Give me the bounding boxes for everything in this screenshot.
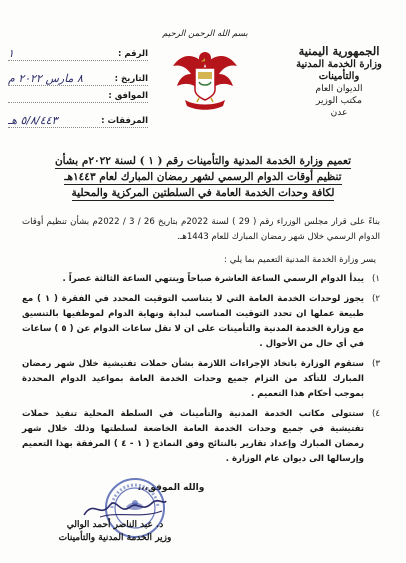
signature-block xyxy=(10,475,240,555)
reference-number-value: ١ xyxy=(8,47,14,60)
letterhead-authority xyxy=(284,44,394,119)
signer-title: وزير الخدمة المدنية والتأمينات xyxy=(58,533,172,543)
signer-name: د. عبد الناصر أحمد الوالي xyxy=(66,520,164,530)
lead-sentence: يسر وزارة الخدمة المدنية التعميم بما يلي : xyxy=(224,255,376,265)
reference-attachments-value: ٥/٨/٤٤٣ هـ xyxy=(8,114,58,127)
ministry-name: وزارة الخدمة المدنية والتأمينات xyxy=(296,59,382,82)
list-item-number: ٣) xyxy=(372,359,380,369)
intro-paragraph: بناءً على قرار مجلس الوزراء رقم ( 29 ) لسنة 2022م بتاريخ 26 / 3 / 2022م بشأن تنظيم أوقات الدوام الرسمي خلال شهر رمضان المبارك للعام 1443هـ. xyxy=(22,217,381,242)
list-item-number: ٤) xyxy=(372,409,380,419)
list-item-text: يبدأ الدوام الرسمي الساعة العاشرة صباحاً وينتهي الساعة الثالثة عصراً . xyxy=(62,274,364,284)
title-line xyxy=(30,185,376,201)
reference-corresponding-row xyxy=(8,88,148,103)
list-item xyxy=(22,292,380,352)
list-item-text: ستتولى مكاتب الخدمة المدنية والتأمينات في السلطة المحلية تنفيذ حملات تفتيشية في جميع وحدات الخدمة العامة الخاضعة لسلطتها وذلك خلال شهر رمضان المبارك وإعداد تقارير بالنتائج وفق النماذج ( ١ - ٤ ) المرفقة بهذا التعميم وإرسالها الى ديوان عام الوزارة . xyxy=(22,409,364,464)
title-line xyxy=(30,169,376,185)
city-name: عدن xyxy=(330,108,348,118)
reference-attachments-row xyxy=(8,105,148,128)
title-line xyxy=(30,153,376,169)
list-item xyxy=(22,357,380,402)
list-item-text: ستقوم الوزارة باتخاذ الإجراءات اللازمة بشأن حملات تفتيشية خلال شهر رمضان المبارك للتأكد من التزام جميع وحدات الخدمة العامة بمواعيد الدوام المحددة بموجب أحكام هذا التعميم . xyxy=(22,359,364,399)
letterhead-emblem xyxy=(150,28,260,116)
department-name: الديوان العام xyxy=(315,84,363,94)
list-item-number: ١) xyxy=(372,274,380,284)
list-item-number: ٢) xyxy=(372,294,380,304)
circular-body xyxy=(22,215,380,496)
list-item-text: يجوز لوحدات الخدمة العامة التي لا يتناسب التوقيت المحدد في الفقرة ( ١ ) مع طبيعة عملها ان تحدد التوقيت المناسب لبداية ونهاية الدوام لموظفيها بالتنسيق مع وزارة الخدمة المدنية والتأمينات على ان لا تقل ساعات الدوام عن ( ٥ ) ساعات في أي حال من الأحوال . xyxy=(22,294,365,349)
list-item xyxy=(22,407,380,467)
title-line-1: تعميم وزارة الخدمة المدنية والتأمينات رقم ( ١ ) لسنة ٢٠٢٢م بشأن xyxy=(54,155,352,167)
closing-phrase: والله الموفق،،، xyxy=(137,483,205,493)
reference-fields xyxy=(8,38,148,130)
title-line-3: لكافة وحدات الخدمة العامة في السلطتين المركزية والمحلية xyxy=(71,187,335,199)
reference-number-label: الرقم : xyxy=(118,49,148,59)
reference-number-row xyxy=(8,38,148,61)
circular-title xyxy=(30,153,376,201)
reference-date-label: التاريخ : xyxy=(114,74,148,84)
eagle-emblem-icon xyxy=(171,44,239,114)
reference-date-value: ٨ مارس ٢٠٢٢ م xyxy=(8,72,83,85)
list-item xyxy=(22,272,380,287)
title-line-2: تنظيم أوقات الدوام الرسمي لشهر رمضان المبارك لعام ١٤٤٣هـ xyxy=(64,171,342,183)
office-name: مكتب الوزير xyxy=(316,96,362,106)
country-name: الجمهورية اليمنية xyxy=(298,44,380,58)
reference-corresponding-label: الموافق : xyxy=(108,91,148,101)
reference-date-row xyxy=(8,63,148,86)
reference-attachments-label: المرفقات : xyxy=(101,116,148,126)
basmala: بسم الله الرحمن الرحيم xyxy=(162,29,248,39)
signer xyxy=(30,519,200,545)
letterhead xyxy=(0,0,406,127)
